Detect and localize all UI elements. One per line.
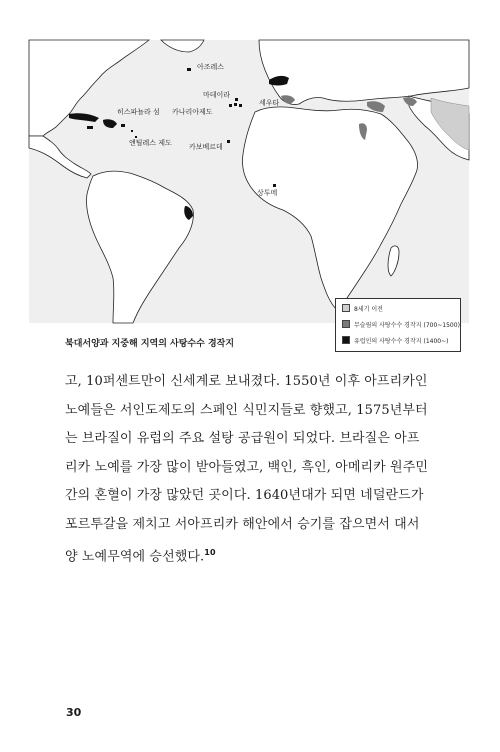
european-area-hispaniola xyxy=(103,119,117,128)
body-line-4: 리카 노예를 가장 많이 받아들였고, 백인, 흑인, 아메리카 원주민 xyxy=(65,459,429,475)
muslim-area-mesopotamia xyxy=(367,101,385,112)
european-area-sao-tome xyxy=(273,184,276,187)
body-line-6: 포르투갈을 제치고 서아프리카 해안에서 승기를 잡으면서 대서 xyxy=(65,516,420,532)
legend-label-european: 유럽인의 사탕수수 경작지 (1400~) xyxy=(354,337,449,345)
label-cape-verde: 카보베르데 xyxy=(189,143,223,151)
figure-caption: 북대서양과 지중해 지역의 사탕수수 경작지 xyxy=(65,339,235,349)
legend-item-european xyxy=(342,336,448,344)
legend-label-pre-8th-century: 8세기 이전 xyxy=(354,305,383,313)
central-america-outline xyxy=(29,136,91,178)
european-area-madeira xyxy=(235,98,238,101)
european-area-canaries-3 xyxy=(239,104,242,107)
body-line-3: 는 브라질이 유럽의 주요 설탕 공급원이 되었다. 브라질은 아프 xyxy=(65,431,420,446)
european-area-antilles-2 xyxy=(135,136,137,138)
map-legend xyxy=(335,298,461,352)
label-antilles: 앤틸레스 제도 xyxy=(129,139,172,147)
greenland-outline xyxy=(161,40,204,52)
label-madeira: 마데이라 xyxy=(203,91,231,99)
body-line-7 xyxy=(65,539,440,572)
legend-swatch-muslim xyxy=(342,320,350,328)
europe-outline xyxy=(259,40,469,105)
european-area-cuba xyxy=(69,113,99,122)
legend-label-muslim: 무슬림의 사탕수수 경작지 (700~1500) xyxy=(354,321,460,329)
madagascar-outline xyxy=(388,246,399,276)
body-line-5: 간의 혼혈이 가장 많았던 곳이다. 1640년대가 되면 네덜란드가 xyxy=(65,488,424,503)
european-area-azores xyxy=(187,68,191,71)
south-america-outline xyxy=(86,171,193,323)
european-area-jamaica xyxy=(87,126,93,129)
label-hispaniola: 히스파뇰라 섬 xyxy=(117,108,160,116)
european-area-canaries-1 xyxy=(229,104,232,107)
body-line-1: 고, 10퍼센트만이 신세계로 보내졌다. 1550년 이후 아프리카인 xyxy=(65,374,428,389)
european-area-puerto-rico xyxy=(121,124,125,127)
label-sao-tome: 상투메 xyxy=(257,189,278,197)
body-line-2: 노예들은 서인도제도의 스페인 식민지들로 향했고, 1575년부터 xyxy=(65,402,428,418)
label-ceuta: 세우타 xyxy=(259,99,280,107)
european-area-cape-verde xyxy=(227,140,230,143)
european-area-canaries-2 xyxy=(234,103,237,106)
label-canaries: 카나리아제도 xyxy=(172,108,213,116)
body-line-7-text: 양 노예무역에 승선했다. xyxy=(65,549,205,565)
page-number: 30 xyxy=(66,706,82,719)
africa-outline xyxy=(242,107,417,310)
north-america-outline xyxy=(29,40,149,136)
european-area-antilles-1 xyxy=(131,130,133,132)
label-azores: 아조레스 xyxy=(197,63,225,71)
body-paragraph xyxy=(65,368,440,572)
footnote-marker[interactable]: 10 xyxy=(204,548,216,557)
legend-swatch-european xyxy=(342,336,350,344)
map-graphic xyxy=(29,40,469,323)
legend-item-muslim xyxy=(342,320,460,328)
legend-swatch-pre-8th-century xyxy=(342,304,350,312)
legend-item-pre-8th-century xyxy=(342,304,383,312)
